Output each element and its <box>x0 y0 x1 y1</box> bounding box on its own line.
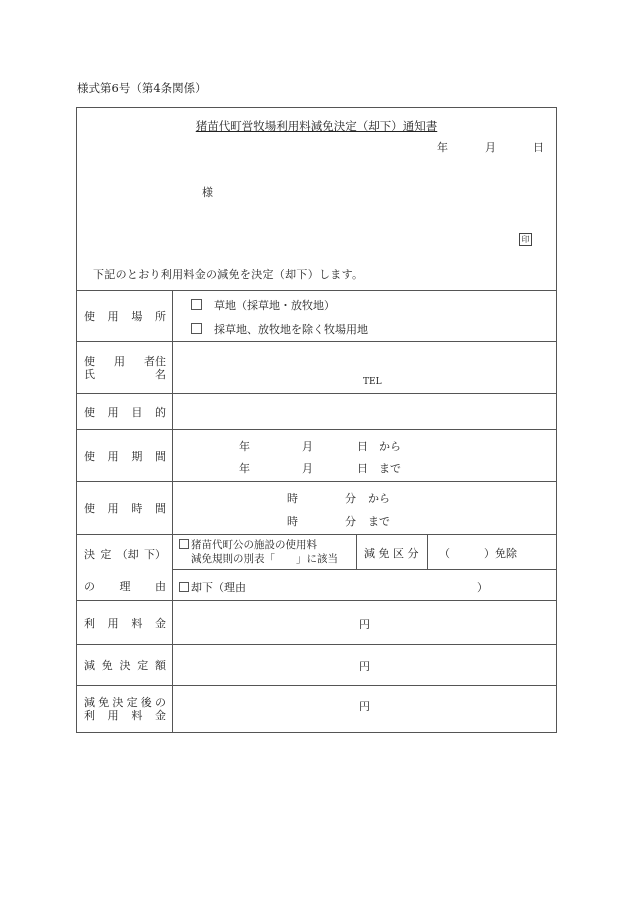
checkbox[interactable] <box>191 323 202 334</box>
row-decision <box>77 535 556 601</box>
label-after-reduction: 減 免 決 定 後 の 利 用 料 金 <box>84 696 166 722</box>
label-fee: 利 用 料 金 <box>84 616 166 630</box>
row-time <box>77 482 556 535</box>
approve-subrow <box>173 535 556 570</box>
label-decision-line1: 決 定 （却 下） <box>84 548 166 561</box>
row-fee <box>77 601 556 645</box>
label-purpose: 使 用 目 的 <box>84 405 166 419</box>
user-address-name-field[interactable] <box>173 342 556 393</box>
seal-icon: 印 <box>519 233 532 246</box>
row-reduction <box>77 645 556 686</box>
label-decision-line2: の 理 由 <box>84 580 166 593</box>
row-after-reduction <box>77 686 556 732</box>
issue-date[interactable] <box>437 139 544 155</box>
date-month: 月 <box>485 141 496 154</box>
row-period <box>77 430 556 482</box>
tel-label: TEL <box>363 377 382 387</box>
reduction-field[interactable] <box>173 645 556 685</box>
option-reject[interactable]: 却下（理由 <box>179 579 246 595</box>
after-reduction-field[interactable] <box>173 686 556 732</box>
label-user: 使 用 者住 氏 名 <box>84 354 166 381</box>
option-grassland[interactable]: 草地（採草地・放牧地） <box>191 297 335 313</box>
checkbox[interactable] <box>179 539 189 549</box>
label-time: 使 用 時 間 <box>84 502 166 515</box>
label-period: 使 用 期 間 <box>84 449 166 463</box>
label-reduction: 減 免 決 定 額 <box>84 659 166 672</box>
date-day: 日 <box>533 141 544 154</box>
reduction-category-label: 減 免 区 分 <box>364 547 419 560</box>
checkbox[interactable] <box>191 299 202 310</box>
checkbox[interactable] <box>179 582 189 592</box>
yen-unit: 円 <box>359 618 370 631</box>
option-other-land[interactable]: 採草地、放牧地を除く牧場用地 <box>191 321 368 337</box>
form-title: 猪苗代町営牧場利用料減免決定（却下）通知書 <box>195 119 438 133</box>
row-location <box>77 290 556 342</box>
time-field[interactable]: 時 分 から 時 分 まで <box>287 492 390 528</box>
row-purpose <box>77 394 556 430</box>
reject-close: ） <box>477 581 488 594</box>
option-approve[interactable]: 猪苗代町公の施設の使用料 減免規則の別表「 」に該当 <box>179 538 338 566</box>
yen-unit: 円 <box>359 700 370 713</box>
period-field[interactable]: 年 月 日 から 年 月 日 まで <box>239 440 401 475</box>
form-header <box>77 108 556 291</box>
fee-field[interactable] <box>173 601 556 644</box>
notice-statement: 下記のとおり利用料金の減免を決定（却下）します。 <box>93 268 364 281</box>
row-user <box>77 342 556 394</box>
reduction-category-field[interactable]: （ ）免除 <box>439 547 517 560</box>
addressee-suffix: 様 <box>202 186 213 199</box>
label-location: 使 用 場 所 <box>84 309 166 323</box>
purpose-field[interactable] <box>173 394 556 429</box>
yen-unit: 円 <box>359 660 370 673</box>
date-year: 年 <box>437 141 448 154</box>
notice-form <box>76 107 557 733</box>
form-number: 様式第6号（第4条関係） <box>77 81 207 95</box>
